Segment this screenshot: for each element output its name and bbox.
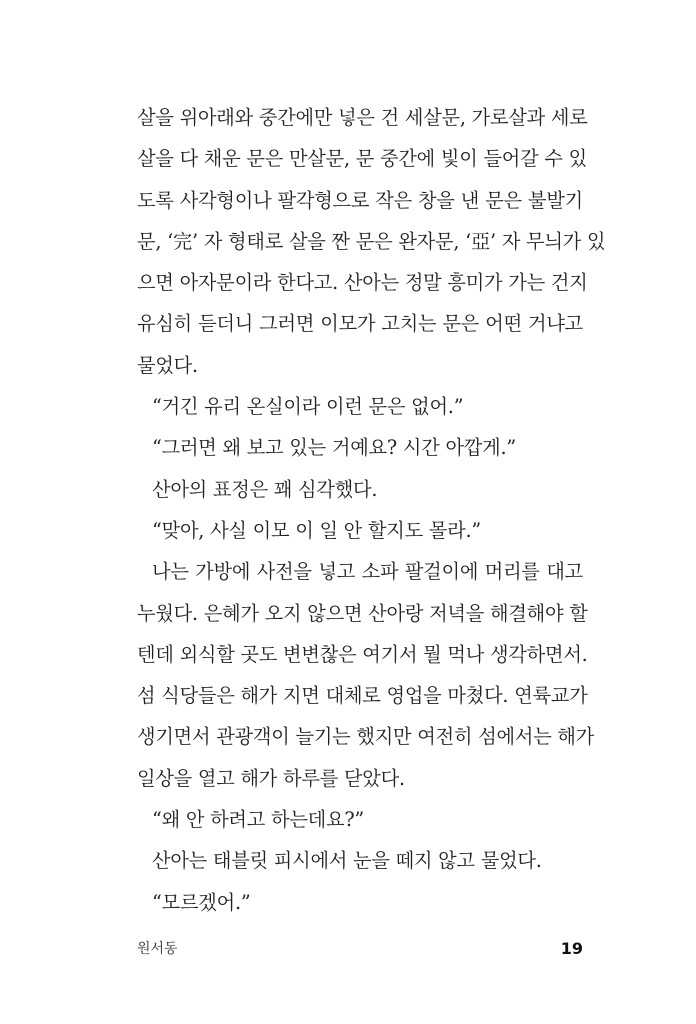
- text-line: 섬 식당들은 해가 지면 대체로 영업을 마쳤다. 연륙교가: [137, 684, 588, 708]
- page-footer: [137, 936, 583, 960]
- page-number: 19: [560, 938, 583, 958]
- running-title: 원서동: [137, 941, 178, 957]
- dialogue-line: “왜 안 하려고 하는데요?”: [152, 808, 365, 832]
- text-line: 도록 사각형이나 팔각형으로 작은 창을 낸 문은 불발기: [137, 188, 583, 212]
- text-line: 나는 가방에 사전을 넣고 소파 팔걸이에 머리를 대고: [152, 560, 583, 584]
- body-text: [137, 97, 606, 923]
- dialogue-line: “그러면 왜 보고 있는 거예요? 시간 아깝게.”: [152, 436, 516, 460]
- text-line: 살을 위아래와 중간에만 넣은 건 세살문, 가로살과 세로: [137, 106, 588, 129]
- dialogue-line: “맞아, 사실 이모 이 일 안 할지도 몰라.”: [152, 518, 482, 542]
- text-line: 산아의 표정은 꽤 심각했다.: [152, 477, 378, 501]
- text-line: 유심히 듣더니 그러면 이모가 고치는 문은 어떤 거냐고: [137, 312, 583, 336]
- text-line: 텐데 외식할 곳도 변변찮은 여기서 뭘 먹나 생각하면서.: [137, 642, 588, 666]
- text-line: 생기면서 관광객이 늘기는 했지만 여전히 섬에서는 해가: [137, 725, 595, 749]
- text-line: 물었다.: [137, 353, 198, 377]
- text-line: 일상을 열고 해가 하루를 닫았다.: [137, 766, 405, 790]
- text-line: 누웠다. 은혜가 오지 않으면 산아랑 저녁을 해결해야 할: [137, 601, 588, 625]
- text-line: 문, ‘完’ 자 형태로 살을 짠 문은 완자문, ‘亞’ 자 무늬가 있: [137, 229, 606, 253]
- text-line: 살을 다 채운 문은 만살문, 문 중간에 빛이 들어갈 수 있: [137, 147, 587, 171]
- dialogue-line: “모르겠어.”: [152, 890, 251, 914]
- text-line: 으면 아자문이라 한다고. 산아는 정말 흥미가 가는 건지: [137, 271, 588, 295]
- dialogue-line: “거긴 유리 온실이라 이런 문은 없어.”: [152, 395, 464, 419]
- text-line: 산아는 태블릿 피시에서 눈을 떼지 않고 물었다.: [152, 849, 542, 873]
